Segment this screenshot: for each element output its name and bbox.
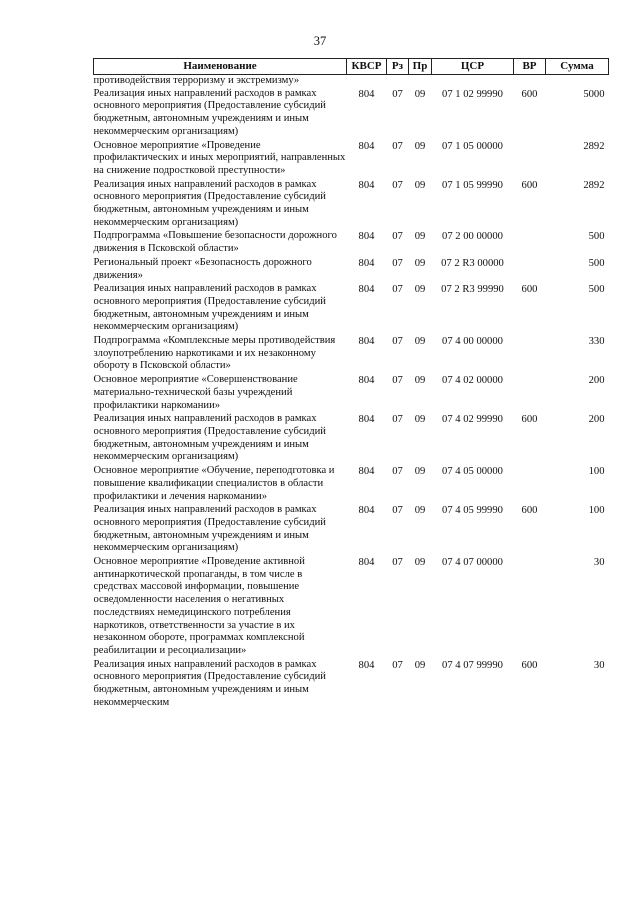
cell-name: Реализация иных направлений расходов в рамках основного мероприятия (Предоставление субсидий бюджетным, автономным учреждениям и иным некоммерческим xyxy=(93,658,326,708)
cell-rz: 07 xyxy=(392,414,403,426)
cell-kvsr: 804 xyxy=(358,505,375,517)
cell-rz: 07 xyxy=(392,375,403,387)
cell-sum: 2892 xyxy=(583,140,605,152)
cell-sum: 200 xyxy=(588,375,605,387)
cell-vr xyxy=(514,335,546,374)
header-rz: Рз xyxy=(387,59,409,75)
cell-kvsr: 804 xyxy=(358,659,375,671)
cell-name: Реализация иных направлений расходов в рамках основного мероприятия (Предоставление субсидий бюджетным, автономным учреждениям и иным некоммерческим организациям) xyxy=(93,413,326,463)
cell-kvsr: 804 xyxy=(358,88,375,100)
cell-kvsr: 804 xyxy=(358,179,375,191)
table-row xyxy=(94,413,609,465)
cell-csr: 07 1 05 99990 xyxy=(442,179,503,191)
cell-vr: 600 xyxy=(521,88,538,100)
cell-kvsr: 804 xyxy=(358,284,375,296)
continuation-text: противодействия терроризму и экстремизму» xyxy=(93,75,300,86)
cell-sum: 500 xyxy=(588,257,605,269)
table-row xyxy=(94,465,609,504)
cell-csr: 07 2 00 00000 xyxy=(442,231,503,243)
table-row xyxy=(94,659,609,711)
cell-name: Основное мероприятие «Проведение профилактических и иных мероприятий, направленных на снижение подростковой преступности» xyxy=(93,139,346,176)
cell-pr: 09 xyxy=(414,284,426,296)
cell-vr xyxy=(514,556,546,659)
cell-pr: 09 xyxy=(414,231,426,243)
cell-kvsr: 804 xyxy=(358,336,375,348)
cell-vr xyxy=(514,140,546,179)
cell-csr: 07 4 00 00000 xyxy=(442,336,503,348)
cell-vr: 600 xyxy=(521,659,538,671)
cell-sum: 100 xyxy=(588,466,605,478)
header-name: Наименование xyxy=(94,59,347,75)
cell-kvsr: 804 xyxy=(358,466,375,478)
cell-sum: 5000 xyxy=(583,88,605,100)
cell-pr: 09 xyxy=(414,140,426,152)
cell-vr: 600 xyxy=(521,284,538,296)
cell-name: Основное мероприятие «Совершенствование материально-технической базы учреждений профилактики наркомании» xyxy=(93,374,298,411)
cell-vr xyxy=(514,465,546,504)
cell-vr xyxy=(514,374,546,413)
cell-rz: 07 xyxy=(392,88,403,100)
cell-name: Реализация иных направлений расходов в рамках основного мероприятия (Предоставление субсидий бюджетным, автономным учреждениям и иным некоммерческим организациям) xyxy=(93,87,326,137)
continuation-row xyxy=(94,75,609,88)
cell-pr: 09 xyxy=(414,557,426,569)
table-row xyxy=(94,556,609,659)
budget-table xyxy=(93,58,609,710)
cell-rz: 07 xyxy=(392,140,403,152)
cell-sum: 500 xyxy=(588,231,605,243)
cell-sum: 30 xyxy=(593,557,605,569)
cell-rz: 07 xyxy=(392,557,403,569)
table-row xyxy=(94,335,609,374)
cell-csr: 07 1 02 99990 xyxy=(442,88,503,100)
cell-csr: 07 4 05 99990 xyxy=(442,505,503,517)
cell-name: Реализация иных направлений расходов в рамках основного мероприятия (Предоставление субсидий бюджетным, автономным учреждениям и иным некоммерческим организациям) xyxy=(93,504,326,554)
cell-rz: 07 xyxy=(392,659,403,671)
cell-pr: 09 xyxy=(414,257,426,269)
page-number: 37 xyxy=(313,34,327,48)
cell-rz: 07 xyxy=(392,284,403,296)
header-pr: Пр xyxy=(409,59,432,75)
cell-pr: 09 xyxy=(414,179,426,191)
table-row xyxy=(94,88,609,140)
cell-name: Основное мероприятие «Проведение активной антинаркотической пропаганды, в том числе в средствах массовой информации, повышение осведомленности населения о негативных последствиях немедицинского потребления наркотиков, ответственности за участие в их незаконном обороте, программах комплексной реабилитации и ресоциализации» xyxy=(93,556,305,656)
table-row xyxy=(94,283,609,335)
cell-csr: 07 4 02 99990 xyxy=(442,414,503,426)
cell-rz: 07 xyxy=(392,257,403,269)
cell-vr: 600 xyxy=(521,505,538,517)
cell-sum: 100 xyxy=(588,505,605,517)
cell-sum: 330 xyxy=(588,336,605,348)
cell-pr: 09 xyxy=(414,466,426,478)
cell-rz: 07 xyxy=(392,505,403,517)
cell-vr xyxy=(514,230,546,256)
cell-kvsr: 804 xyxy=(358,375,375,387)
cell-pr: 09 xyxy=(414,659,426,671)
cell-kvsr: 804 xyxy=(358,557,375,569)
cell-rz: 07 xyxy=(392,231,403,243)
cell-rz: 07 xyxy=(392,466,403,478)
cell-name: Реализация иных направлений расходов в рамках основного мероприятия (Предоставление субсидий бюджетным, автономным учреждениям и иным некоммерческим организациям) xyxy=(93,178,326,228)
table-row xyxy=(94,504,609,556)
cell-csr: 07 4 02 00000 xyxy=(442,375,503,387)
header-csr: ЦСР xyxy=(432,59,514,75)
cell-csr: 07 1 05 00000 xyxy=(442,140,503,152)
cell-pr: 09 xyxy=(414,336,426,348)
cell-sum: 2892 xyxy=(583,179,605,191)
cell-name: Основное мероприятие «Обучение, переподготовка и повышение квалификации специалистов в области профилактики и лечения наркомании» xyxy=(93,465,335,502)
cell-rz: 07 xyxy=(392,179,403,191)
cell-kvsr: 804 xyxy=(358,257,375,269)
cell-csr: 07 2 R3 00000 xyxy=(441,257,504,269)
cell-kvsr: 804 xyxy=(358,140,375,152)
cell-pr: 09 xyxy=(414,505,426,517)
cell-kvsr: 804 xyxy=(358,414,375,426)
table-row xyxy=(94,374,609,413)
cell-csr: 07 4 07 99990 xyxy=(442,659,503,671)
header-vr: ВР xyxy=(514,59,546,75)
header-sum: Сумма xyxy=(546,59,609,75)
cell-csr: 07 4 07 00000 xyxy=(442,557,503,569)
header-kvsr: КВСР xyxy=(347,59,387,75)
cell-vr: 600 xyxy=(521,414,538,426)
table-row xyxy=(94,179,609,231)
cell-pr: 09 xyxy=(414,375,426,387)
cell-pr: 09 xyxy=(414,414,426,426)
cell-name: Подпрограмма «Повышение безопасности дорожного движения в Псковской области» xyxy=(93,230,337,255)
cell-name: Региональный проект «Безопасность дорожного движения» xyxy=(93,256,312,281)
cell-vr: 600 xyxy=(521,179,538,191)
cell-vr xyxy=(514,257,546,283)
cell-pr: 09 xyxy=(414,88,426,100)
cell-sum: 30 xyxy=(593,659,605,671)
cell-csr: 07 2 R3 99990 xyxy=(441,284,504,296)
cell-sum: 200 xyxy=(588,414,605,426)
cell-csr: 07 4 05 00000 xyxy=(442,466,503,478)
cell-kvsr: 804 xyxy=(358,231,375,243)
cell-name: Реализация иных направлений расходов в рамках основного мероприятия (Предоставление субсидий бюджетным, автономным учреждениям и иным некоммерческим организациям) xyxy=(93,283,326,333)
cell-name: Подпрограмма «Комплексные меры противодействия злоупотреблению наркотиками и их незаконному обороту в Псковской области» xyxy=(93,335,336,372)
table-row xyxy=(94,230,609,256)
cell-rz: 07 xyxy=(392,336,403,348)
table-row xyxy=(94,140,609,179)
table-header-row xyxy=(94,59,609,75)
table-row xyxy=(94,257,609,283)
cell-sum: 500 xyxy=(588,284,605,296)
